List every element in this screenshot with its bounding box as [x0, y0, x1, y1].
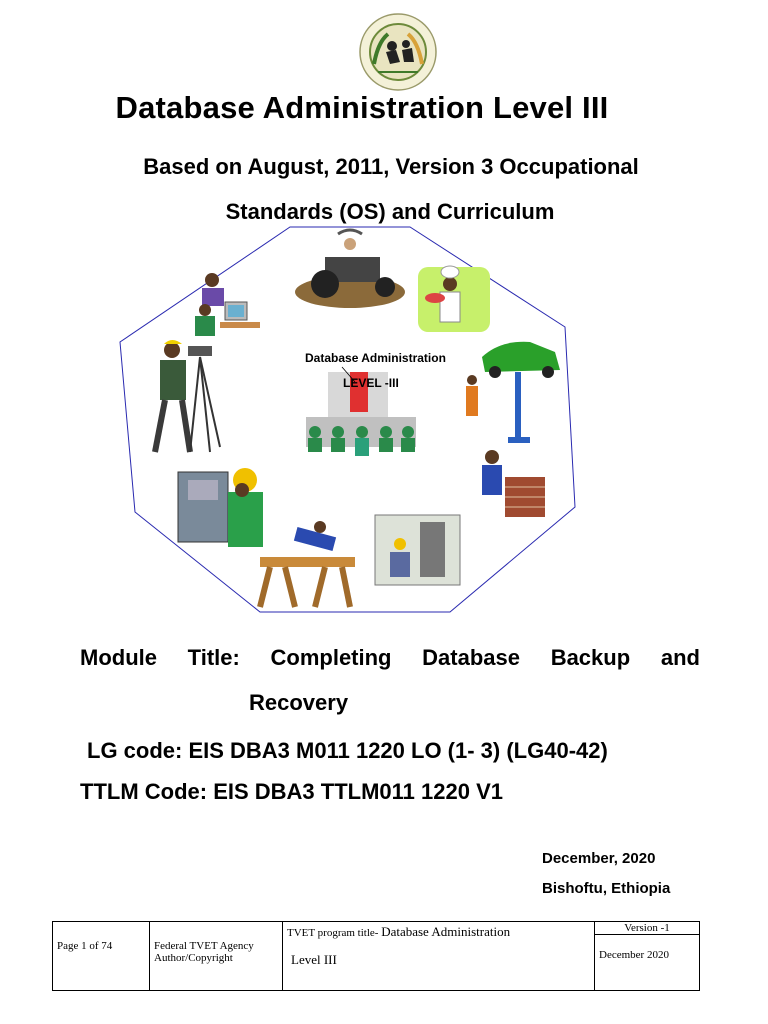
car-lift-mechanic-clipart: [466, 342, 560, 443]
surveyor-clipart: [155, 340, 220, 452]
version: Version -1: [624, 922, 670, 934]
module-title-line-1: [80, 645, 700, 671]
carpenter-clipart: [260, 521, 355, 607]
subtitle-line-1: Based on August, 2011, Version 3 Occupational: [143, 154, 639, 179]
footer-date: December 2020: [599, 949, 669, 961]
footer-table: [52, 921, 700, 991]
machinist-clipart: [375, 515, 460, 585]
author-line-1: Federal TVET Agency: [154, 940, 254, 952]
occupations-illustration: [110, 222, 590, 622]
diagram-center-label-2: LEVEL -III: [343, 376, 399, 390]
electrician-clipart: [178, 468, 263, 547]
document-title: Database Administration Level III: [115, 90, 609, 125]
program-level: Level III: [291, 952, 337, 967]
footer-page-cell: [53, 922, 150, 991]
footer-date-cell: [595, 935, 700, 991]
module-word: and: [660, 645, 700, 670]
module-word: Backup: [550, 645, 631, 670]
issue-date: December, 2020: [542, 850, 656, 867]
chef-clipart: [418, 266, 490, 332]
module-title-line-2: Recovery: [249, 690, 349, 715]
module-word: Completing: [270, 645, 392, 670]
issue-place: Bishoftu, Ethiopia: [542, 880, 671, 897]
module-word: Title:: [187, 645, 240, 670]
module-word: Module: [80, 645, 157, 670]
author-line-2: Author/Copyright: [154, 952, 233, 964]
footer-version-cell: [595, 922, 700, 935]
diagram-center-label-1: Database Administration: [305, 351, 446, 365]
page-number: Page 1 of 74: [57, 940, 113, 952]
federal-tvet-agency-logo: [358, 12, 438, 92]
lg-code: LG code: EIS DBA3 M011 1220 LO (1- 3) (LG40-42): [87, 738, 608, 763]
footer-program-cell: [283, 922, 595, 991]
program-prefix: TVET program title-: [287, 927, 379, 939]
brick-layer-clipart: [482, 450, 545, 517]
computer-operators-clipart: [195, 273, 260, 336]
footer-author-cell: [150, 922, 283, 991]
subtitle-line-2: Standards (OS) and Curriculum: [225, 199, 555, 224]
tractor-farmer-clipart: [295, 230, 405, 308]
program-title: Database Administration: [381, 924, 511, 939]
ttlm-code: TTLM Code: EIS DBA3 TTLM011 1220 V1: [80, 779, 503, 804]
module-word: Database: [422, 645, 521, 670]
